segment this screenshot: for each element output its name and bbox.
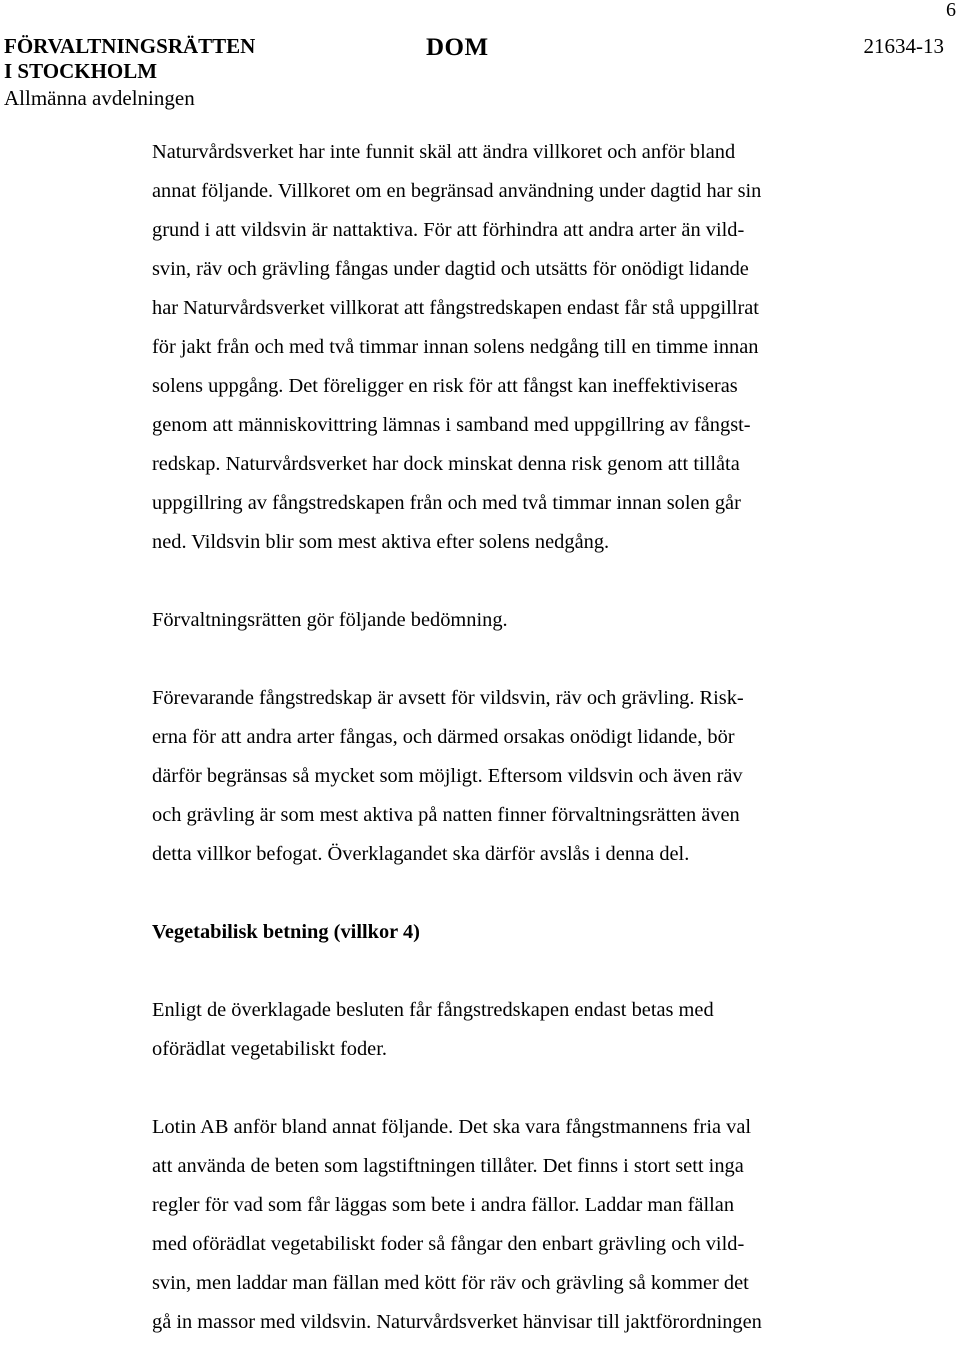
text-line: ned. Vildsvin blir som mest aktiva efter solens nedgång. [152, 531, 610, 553]
document-body [152, 133, 842, 1342]
paragraph [152, 133, 842, 562]
text-line: med oförädlat vegetabiliskt foder så fångar den enbart grävling och vild- [152, 1233, 745, 1255]
text-line: grund i att vildsvin är nattaktiva. För att förhindra att andra arter än vild- [152, 219, 745, 241]
document-type: DOM [426, 34, 489, 61]
page-number: 6 [946, 0, 956, 21]
paragraph [152, 601, 842, 640]
paragraph [152, 1108, 842, 1342]
paragraph [152, 679, 842, 874]
section-heading [152, 913, 842, 952]
paragraph-gap [152, 1069, 842, 1108]
text-line: Vegetabilisk betning (villkor 4) [152, 921, 420, 943]
text-line: svin, men laddar man fällan med kött för räv och grävling så kommer det [152, 1272, 749, 1294]
text-line: solens uppgång. Det föreligger en risk för att fångst kan ineffektiviseras [152, 375, 738, 397]
text-line: uppgillring av fångstredskapen från och med två timmar innan solen går [152, 492, 741, 514]
text-line: redskap. Naturvårdsverket har dock minskat denna risk genom att tillåta [152, 453, 740, 475]
court-division: Allmänna avdelningen [4, 86, 195, 110]
text-line: därför begränsas så mycket som möjligt. Eftersom vildsvin och även räv [152, 765, 743, 787]
text-line: Naturvårdsverket har inte funnit skäl att ändra villkoret och anför bland [152, 141, 736, 163]
text-line: Förevarande fångstredskap är avsett för vildsvin, räv och grävling. Risk- [152, 687, 744, 709]
paragraph-gap [152, 562, 842, 601]
text-line: detta villkor befogat. Överklagandet ska därför avslås i denna del. [152, 843, 690, 865]
text-line: regler för vad som får läggas som bete i andra fällor. Laddar man fällan [152, 1194, 735, 1216]
court-name-line-2: I STOCKHOLM [4, 59, 158, 83]
text-line: gå in massor med vildsvin. Naturvårdsverket hänvisar till jaktförordningen [152, 1311, 762, 1333]
text-line: Lotin AB anför bland annat följande. Det ska vara fångstmannens fria val [152, 1116, 752, 1138]
court-name-line-1: FÖRVALTNINGSRÄTTEN [4, 34, 256, 58]
paragraph [152, 991, 842, 1069]
paragraph-gap [152, 874, 842, 913]
text-line: för jakt från och med två timmar innan solens nedgång till en timme innan [152, 336, 759, 358]
court-name [4, 34, 255, 84]
paragraph-gap [152, 640, 842, 679]
text-line: Enligt de överklagade besluten får fångstredskapen endast betas med [152, 999, 714, 1021]
case-number: 21634-13 [863, 34, 944, 58]
text-line: annat följande. Villkoret om en begränsad användning under dagtid har sin [152, 180, 762, 202]
text-line: oförädlat vegetabiliskt foder. [152, 1038, 387, 1060]
text-line: svin, räv och grävling fångas under dagtid och utsätts för onödigt lidande [152, 258, 749, 280]
text-line: att använda de beten som lagstiftningen tillåter. Det finns i stort sett inga [152, 1155, 744, 1177]
document-header [4, 34, 944, 114]
text-line: erna för att andra arter fångas, och därmed orsakas onödigt lidande, bör [152, 726, 735, 748]
text-line: Förvaltningsrätten gör följande bedömning. [152, 609, 508, 631]
text-line: och grävling är som mest aktiva på natten finner förvaltningsrätten även [152, 804, 740, 826]
text-line: har Naturvårdsverket villkorat att fångstredskapen endast får stå uppgillrat [152, 297, 759, 319]
paragraph-gap [152, 952, 842, 991]
text-line: genom att människovittring lämnas i samband med uppgillring av fångst- [152, 414, 751, 436]
